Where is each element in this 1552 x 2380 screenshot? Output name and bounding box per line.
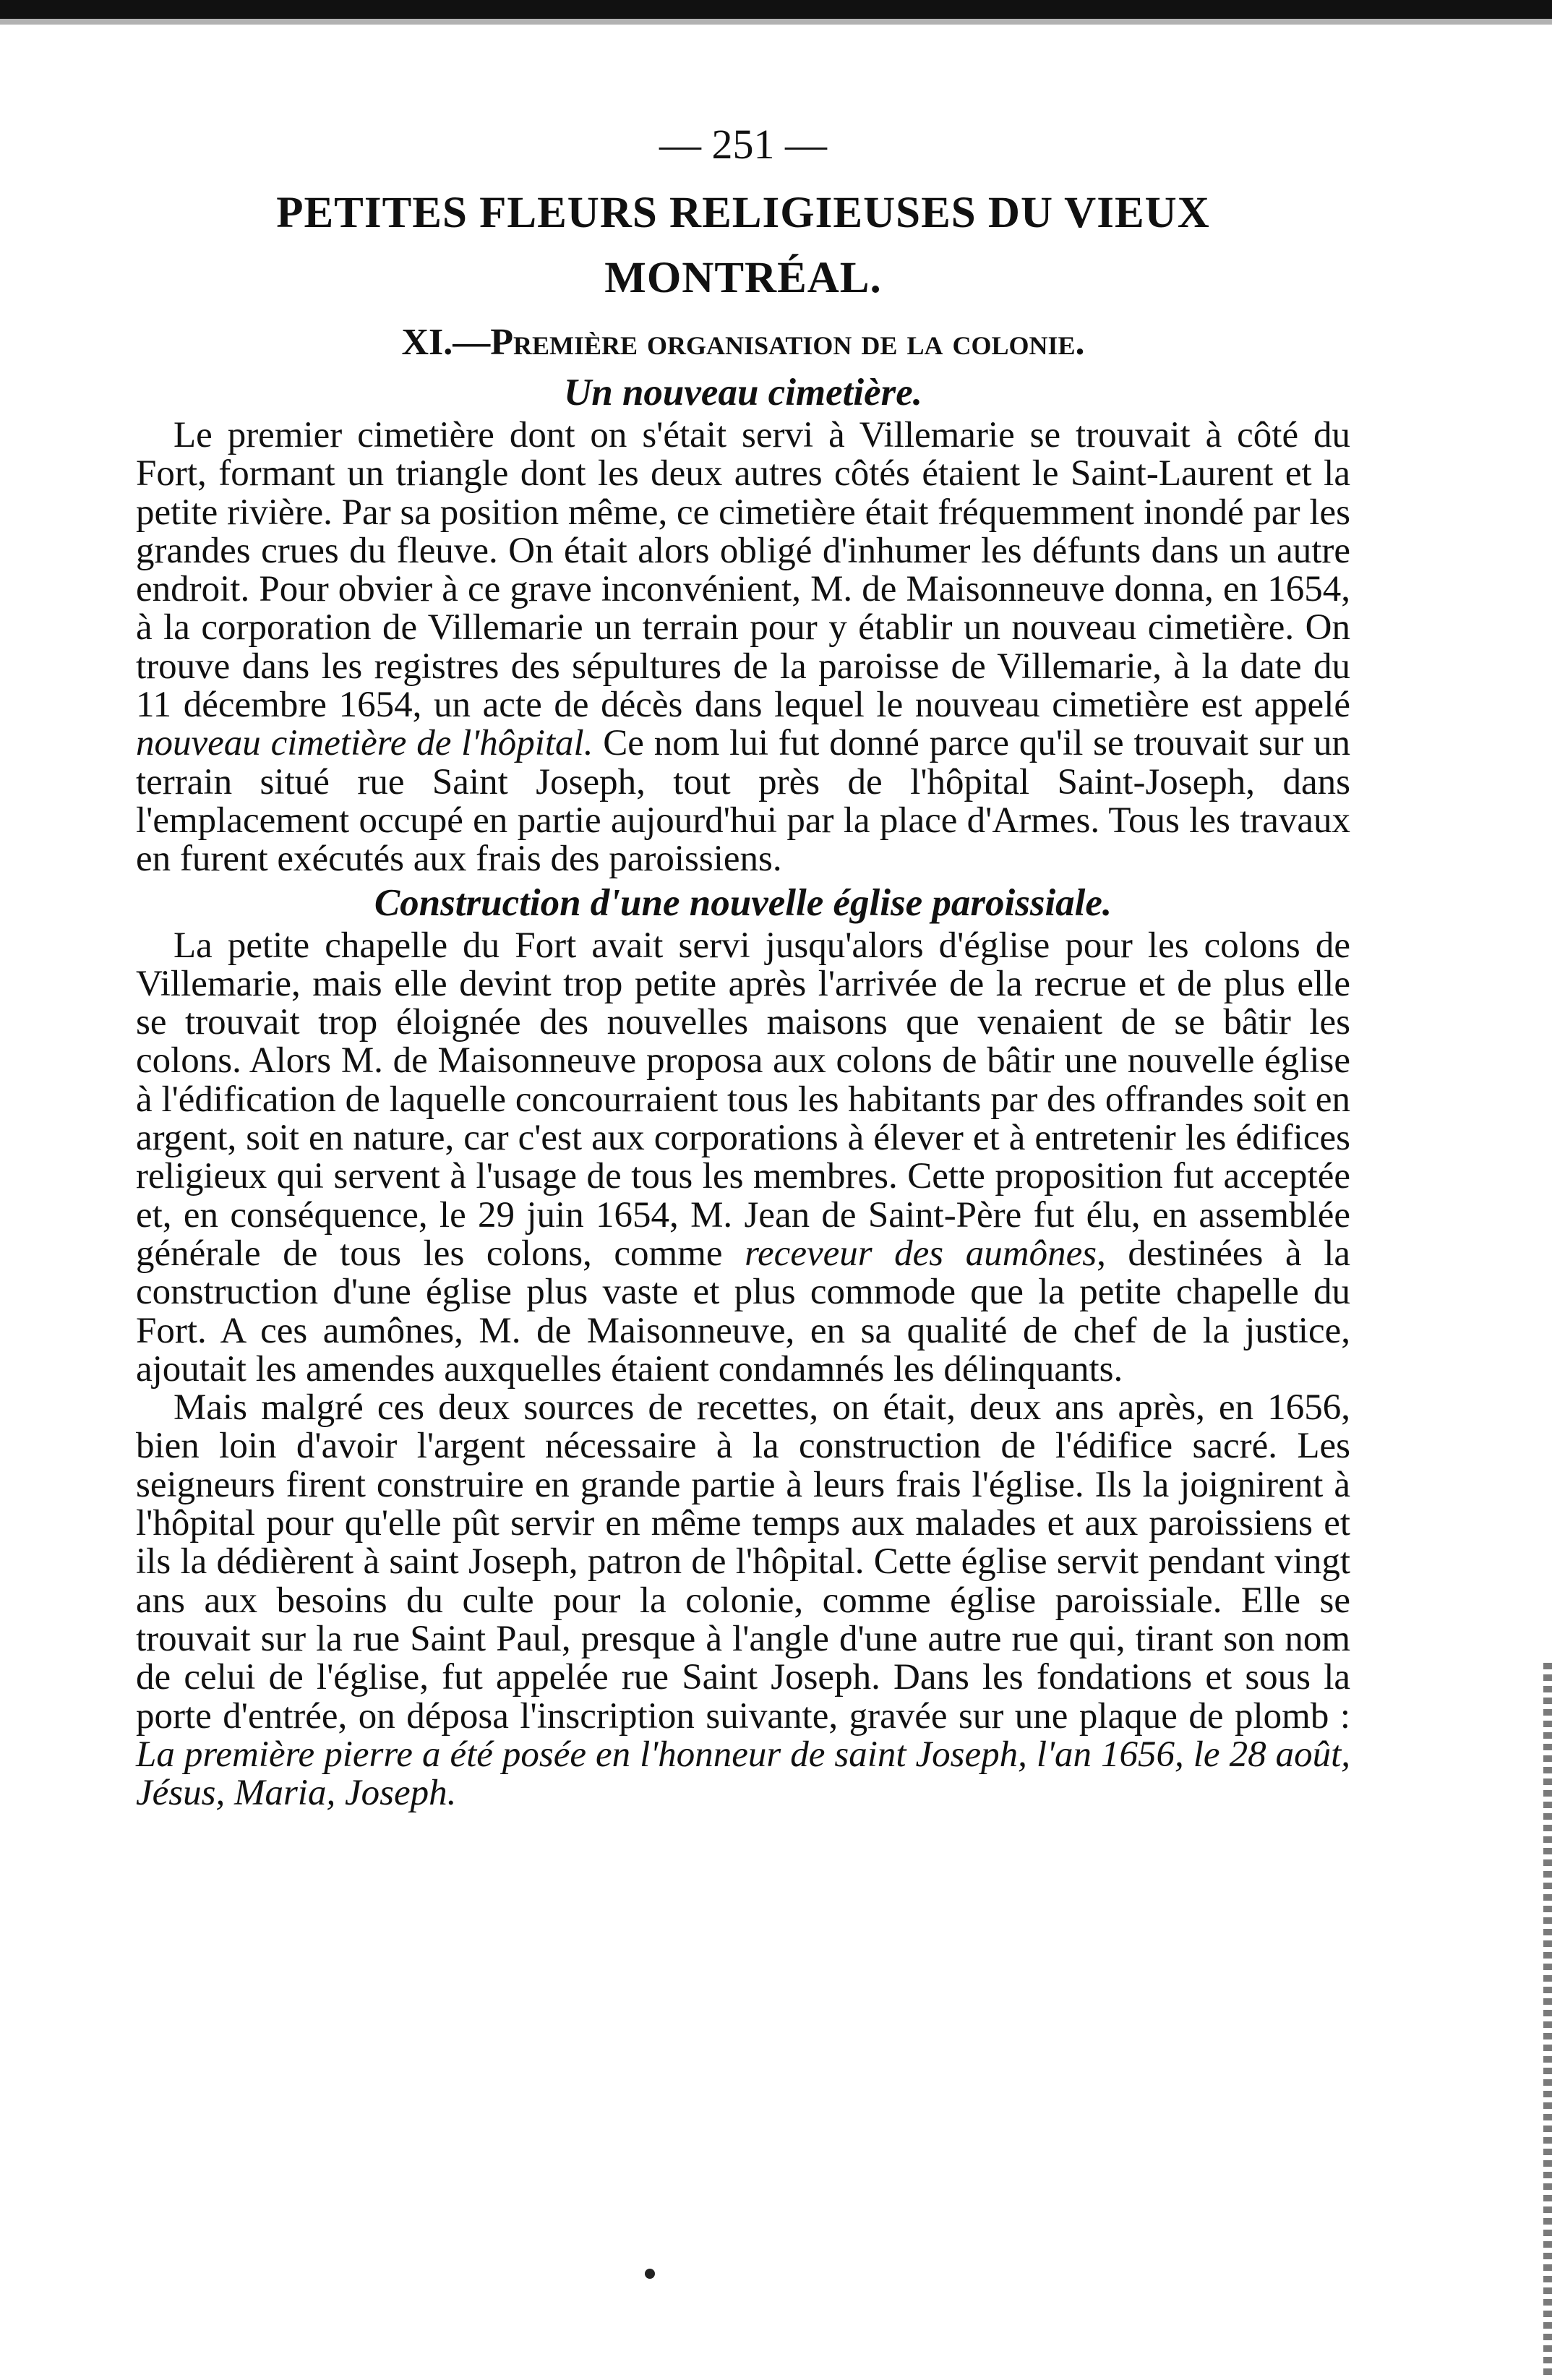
book-page	[136, 116, 1350, 1812]
text-run: Le premier cimetière dont on s'était servi à Villemarie se trouvait à côté du Fort, formant un triangle dont les deux autres côtés étaient le Saint-Laurent et la petite rivière. Par sa position même, ce cimetière était fréquemment inondé par les grandes crues du fleuve. On était alors obligé d'inhumer les défunts dans un autre endroit. Pour obvier à ce grave inconvénient, M. de Maisonneuve donna, en 1654, à la corporation de Villemarie un terrain pour y établir un nouveau cimetière. On trouve dans les registres des sépultures de la paroisse de Villemarie, à la date du 11 décembre 1654, un acte de décès dans lequel le nouveau cimetière est appelé	[136, 415, 1350, 726]
ink-speck	[645, 2269, 655, 2279]
paragraph-cemetery	[136, 416, 1350, 879]
running-head: PETITES FLEURS RELIGIEUSES DU VIEUX MONTRÉAL.	[276, 189, 1210, 302]
scan-right-edge	[1543, 1663, 1552, 2379]
page-number: — 251 —	[659, 121, 827, 168]
italic-run: receveur des aumônes	[745, 1233, 1097, 1274]
text-run: Ce nom lui fut donné parce qu'il se trouvait sur un terrain situé rue Saint Joseph, tout près de l'hôpital Saint-Joseph, dans l'emplacement occupé en partie aujourd'hui par la place d'Armes. Tous les travaux en furent exécutés aux frais des paroissiens.	[136, 723, 1350, 880]
paragraph-chapel	[136, 927, 1350, 1390]
paragraph-church	[136, 1389, 1350, 1812]
text-run: , destinées à la construction d'une église plus vaste et plus commode que la petite chapelle du Fort. A ces aumônes, M. de Maisonneuve, en sa qualité de chef de la justice, ajoutait les amendes auxquelles étaient condamnés les délinquants.	[136, 1233, 1350, 1390]
scan-top-border	[0, 0, 1552, 19]
text-run: La petite chapelle du Fort avait servi jusqu'alors d'église pour les colons de Villemarie, mais elle devint trop petite après l'arrivée de la recrue et de plus elle se trouvait trop éloignée des nouvelles maisons que venaient de se bâtir les colons. Alors M. de Maisonneuve proposa aux colons de bâtir une nouvelle église à l'édification de laquelle concourraient tous les habitants par des offrandes soit en argent, soit en nature, car c'est aux corporations à élever et à entretenir les édifices religieux qui servent à l'usage de tous les membres. Cette proposition fut acceptée et, en conséquence, le 29 juin 1654, M. Jean de Saint-Père fut élu, en assemblée générale de tous les colons, comme	[136, 925, 1350, 1274]
subsection-title-church: Construction d'une nouvelle église paroissiale.	[374, 881, 1112, 924]
italic-run: nouveau cimetière de l'hôpital.	[136, 723, 593, 764]
body-text	[136, 416, 1350, 1812]
subsection-title-cemetery: Un nouveau cimetière.	[563, 372, 923, 414]
text-run: Mais malgré ces deux sources de recettes, on était, deux ans après, en 1656, bien loin d'avoir l'argent nécessaire à la construction de l'édifice sacré. Les seigneurs firent construire en grande partie à leurs frais l'église. Ils la joignirent à l'hôpital pour qu'elle pût servir en même temps aux malades et aux paroissiens et ils la dédièrent à saint Joseph, patron de l'hôpital. Cette église servit pendant vingt ans aux besoins du culte pour la colonie, comme église paroissiale. Elle se trouvait sur la rue Saint Paul, presque à l'angle d'une autre rue qui, tirant son nom de celui de l'église, fut appelée rue Saint Joseph. Dans les fondations et sous la porte d'entrée, on déposa l'inscription suivante, gravée sur une plaque de plomb :	[136, 1387, 1350, 1737]
section-title: XI.—Première organisation de la colonie.	[401, 322, 1085, 363]
italic-run: La première pierre a été posée en l'honneur de saint Joseph, l'an 1656, le 28 août, Jésus, Maria, Joseph.	[136, 1734, 1350, 1814]
scan-top-shadow	[0, 19, 1552, 25]
